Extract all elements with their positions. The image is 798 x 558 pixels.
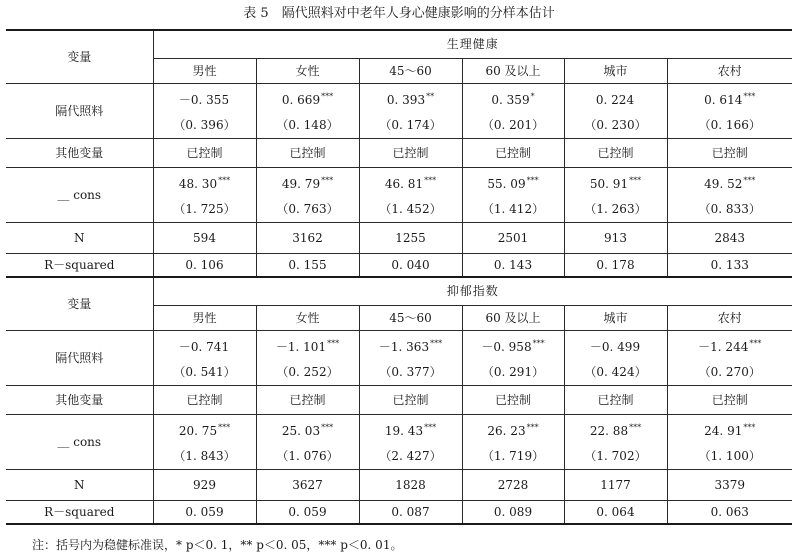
estimate-value: 0. 614 (704, 92, 743, 107)
column-header: 45～60 (359, 58, 462, 83)
estimate-cell (256, 167, 359, 222)
controls-cell: 已控制 (153, 385, 256, 414)
row-label: 其他变量 (6, 385, 153, 414)
controls-cell: 已控制 (667, 385, 792, 414)
n-cell: 2843 (667, 222, 792, 253)
controls-row (6, 138, 792, 167)
estimate-cell (256, 414, 359, 469)
r-squared-cell: 0. 063 (667, 500, 792, 524)
n-row (6, 222, 792, 253)
r-squared-cell: 0. 106 (153, 253, 256, 277)
significance-stars: *** (749, 338, 762, 348)
standard-error: （0. 541） (173, 364, 236, 379)
estimate-cell (667, 414, 792, 469)
estimate-line (668, 421, 793, 438)
variable-header: 变量 (6, 277, 153, 330)
estimate-cell (564, 167, 667, 222)
estimate-line (463, 337, 564, 354)
estimate-value: 24. 91 (704, 423, 743, 438)
column-header: 城市 (564, 305, 667, 330)
estimate-line (463, 90, 564, 107)
estimate-cell (564, 83, 667, 138)
significance-stars: *** (743, 175, 756, 185)
estimate-value: －1. 101 (275, 339, 327, 354)
variable-header: 变量 (6, 30, 153, 83)
table-caption: 表 5 隔代照料对中老年人身心健康影响的分样本估计 (243, 6, 555, 21)
standard-error: （1. 702） (584, 448, 647, 463)
panel-title: 生理健康 (153, 30, 792, 58)
significance-stars: *** (321, 91, 334, 101)
estimate-line (668, 337, 793, 354)
row-label: 隔代照料 (6, 83, 153, 138)
panel-header-row (6, 277, 792, 305)
estimate-line (360, 337, 462, 354)
column-header: 45～60 (359, 305, 462, 330)
r-squared-row (6, 500, 792, 524)
estimate-value: 48. 30 (178, 176, 218, 191)
r-squared-cell: 0. 155 (256, 253, 359, 277)
estimate-value: 49. 79 (281, 176, 321, 191)
controls-row (6, 385, 792, 414)
r-squared-cell: 0. 178 (564, 253, 667, 277)
table-body (6, 30, 792, 524)
controls-cell: 已控制 (667, 138, 792, 167)
constant-row (6, 167, 792, 222)
n-row (6, 469, 792, 500)
standard-error: （0. 833） (698, 201, 761, 216)
estimate-cell (667, 83, 792, 138)
estimate-line (257, 421, 359, 438)
estimate-line (154, 421, 256, 438)
r-squared-cell: 0. 133 (667, 253, 792, 277)
estimate-value: 26. 23 (487, 423, 526, 438)
estimate-line (565, 337, 667, 354)
controls-cell: 已控制 (256, 385, 359, 414)
estimate-line (463, 174, 564, 191)
standard-error: （1. 719） (481, 448, 545, 463)
grandchild-care-row (6, 330, 792, 385)
standard-error: （0. 291） (481, 364, 545, 379)
estimate-line (257, 174, 359, 191)
standard-error: （0. 166） (698, 117, 761, 132)
significance-stars: ** (426, 91, 435, 101)
estimate-value: －1. 244 (698, 339, 749, 354)
estimate-line (463, 421, 564, 438)
controls-cell: 已控制 (359, 138, 462, 167)
significance-stars: *** (743, 91, 756, 101)
column-header: 60 及以上 (462, 58, 564, 83)
row-label: N (6, 469, 153, 500)
n-cell: 1255 (359, 222, 462, 253)
estimate-line (154, 90, 256, 107)
row-label: R－squared (6, 253, 153, 277)
r-squared-row (6, 253, 792, 277)
estimate-value: 0. 393 (386, 92, 426, 107)
estimate-line (565, 421, 667, 438)
estimate-value: －0. 741 (178, 339, 230, 354)
estimate-cell (462, 167, 564, 222)
n-cell: 2728 (462, 469, 564, 500)
estimate-cell (153, 83, 256, 138)
n-cell: 3162 (256, 222, 359, 253)
estimate-value: 20. 75 (178, 423, 218, 438)
estimate-value: 55. 09 (487, 176, 526, 191)
estimate-value: 50. 91 (589, 176, 629, 191)
controls-cell: 已控制 (462, 385, 564, 414)
row-label: N (6, 222, 153, 253)
n-cell: 1177 (564, 469, 667, 500)
significance-stars: *** (218, 422, 231, 432)
table-note: 注：括号内为稳健标准误，* p＜0. 1，** p＜0. 05，*** p＜0. 01。 (32, 538, 403, 552)
standard-error: （1. 725） (173, 201, 236, 216)
r-squared-cell: 0. 143 (462, 253, 564, 277)
column-header: 男性 (153, 58, 256, 83)
estimate-value: －0. 958 (481, 339, 532, 354)
standard-error: （0. 270） (698, 364, 761, 379)
estimate-cell (153, 330, 256, 385)
standard-error: （1. 412） (481, 201, 545, 216)
estimate-value: 19. 43 (384, 423, 424, 438)
constant-row (6, 414, 792, 469)
estimate-cell (462, 83, 564, 138)
significance-stars: * (530, 91, 535, 101)
n-cell: 3627 (256, 469, 359, 500)
estimate-value: －1. 363 (378, 339, 430, 354)
controls-cell: 已控制 (564, 138, 667, 167)
significance-stars: *** (327, 338, 340, 348)
n-cell: 929 (153, 469, 256, 500)
estimate-line (257, 90, 359, 107)
standard-error: （1. 100） (698, 448, 761, 463)
controls-cell: 已控制 (462, 138, 564, 167)
significance-stars: *** (526, 175, 539, 185)
significance-stars: *** (424, 175, 437, 185)
estimate-value: 0. 224 (595, 92, 635, 107)
standard-error: （0. 763） (276, 201, 339, 216)
controls-cell: 已控制 (153, 138, 256, 167)
estimate-cell (359, 414, 462, 469)
significance-stars: *** (629, 422, 642, 432)
significance-stars: *** (532, 338, 545, 348)
n-cell: 3379 (667, 469, 792, 500)
standard-error: （2. 427） (379, 448, 442, 463)
estimate-cell (462, 330, 564, 385)
estimate-value: 49. 52 (704, 176, 743, 191)
row-label: 其他变量 (6, 138, 153, 167)
standard-error: （0. 396） (173, 117, 236, 132)
standard-error: （0. 424） (584, 364, 647, 379)
estimate-line (154, 174, 256, 191)
grandchild-care-row (6, 83, 792, 138)
estimate-cell (667, 330, 792, 385)
significance-stars: *** (430, 338, 443, 348)
estimate-value: 0. 359 (491, 92, 530, 107)
estimate-value: －0. 355 (178, 92, 230, 107)
panel-title: 抑郁指数 (153, 277, 792, 305)
standard-error: （1. 263） (584, 201, 647, 216)
row-label: ＿ cons (6, 414, 153, 469)
estimate-line (360, 174, 462, 191)
row-label: ＿ cons (6, 167, 153, 222)
estimate-cell (256, 330, 359, 385)
r-squared-cell: 0. 089 (462, 500, 564, 524)
r-squared-cell: 0. 059 (256, 500, 359, 524)
standard-error: （0. 252） (276, 364, 339, 379)
estimate-line (360, 90, 462, 107)
controls-cell: 已控制 (359, 385, 462, 414)
standard-error: （0. 201） (481, 117, 545, 132)
estimate-line (360, 421, 462, 438)
column-header: 女性 (256, 305, 359, 330)
estimate-line (565, 90, 667, 107)
column-header: 60 及以上 (462, 305, 564, 330)
standard-error: （0. 148） (276, 117, 339, 132)
standard-error: （1. 076） (276, 448, 339, 463)
significance-stars: *** (321, 422, 334, 432)
significance-stars: *** (629, 175, 642, 185)
estimate-cell (153, 414, 256, 469)
standard-error: （0. 377） (379, 364, 442, 379)
estimate-value: 46. 81 (384, 176, 424, 191)
estimate-line (257, 337, 359, 354)
panel-header-row (6, 30, 792, 58)
r-squared-cell: 0. 040 (359, 253, 462, 277)
estimate-cell (153, 167, 256, 222)
standard-error: （0. 230） (584, 117, 647, 132)
r-squared-cell: 0. 087 (359, 500, 462, 524)
estimate-cell (359, 167, 462, 222)
significance-stars: *** (424, 422, 437, 432)
standard-error: （1. 452） (379, 201, 442, 216)
significance-stars: *** (526, 422, 539, 432)
row-label: R－squared (6, 500, 153, 524)
standard-error: （0. 174） (379, 117, 442, 132)
significance-stars: *** (218, 175, 231, 185)
estimate-cell (256, 83, 359, 138)
controls-cell: 已控制 (256, 138, 359, 167)
n-cell: 594 (153, 222, 256, 253)
estimate-line (668, 174, 793, 191)
column-header: 农村 (667, 58, 792, 83)
column-header: 城市 (564, 58, 667, 83)
estimate-cell (564, 330, 667, 385)
row-label: 隔代照料 (6, 330, 153, 385)
estimate-line (565, 174, 667, 191)
significance-stars: *** (743, 422, 756, 432)
estimate-line (154, 337, 256, 354)
estimate-cell (462, 414, 564, 469)
column-header: 男性 (153, 305, 256, 330)
regression-table (6, 29, 792, 525)
estimate-cell (359, 83, 462, 138)
n-cell: 913 (564, 222, 667, 253)
r-squared-cell: 0. 059 (153, 500, 256, 524)
estimate-line (668, 90, 793, 107)
estimate-value: －0. 499 (589, 339, 641, 354)
estimate-value: 25. 03 (281, 423, 321, 438)
significance-stars: *** (321, 175, 334, 185)
estimate-cell (667, 167, 792, 222)
n-cell: 1828 (359, 469, 462, 500)
estimate-value: 22. 88 (589, 423, 629, 438)
column-header: 农村 (667, 305, 792, 330)
controls-cell: 已控制 (564, 385, 667, 414)
standard-error: （1. 843） (173, 448, 236, 463)
estimate-value: 0. 669 (281, 92, 321, 107)
n-cell: 2501 (462, 222, 564, 253)
estimate-cell (359, 330, 462, 385)
column-header: 女性 (256, 58, 359, 83)
r-squared-cell: 0. 064 (564, 500, 667, 524)
estimate-cell (564, 414, 667, 469)
